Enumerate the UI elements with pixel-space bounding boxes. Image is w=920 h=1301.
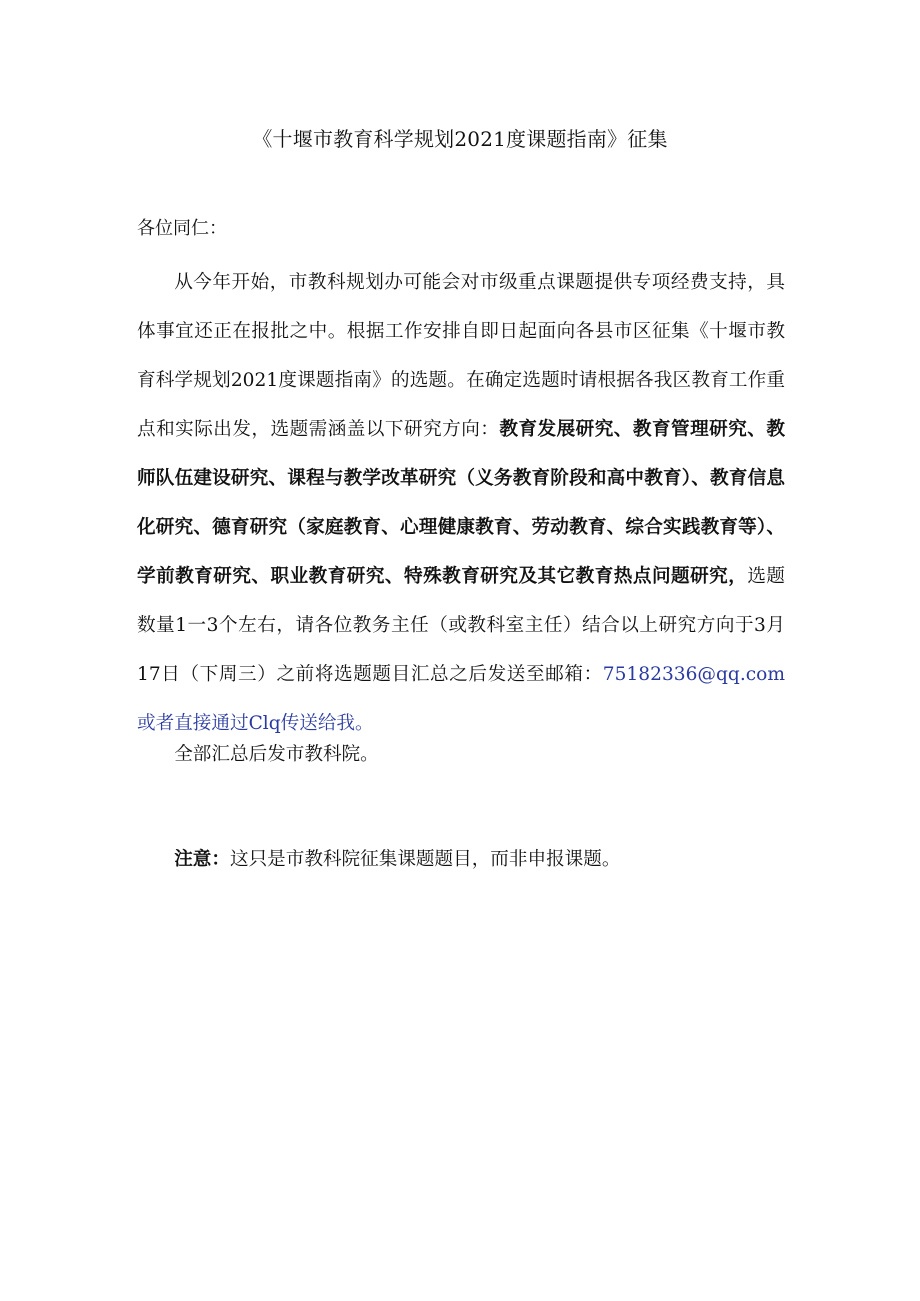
note-label: 注意： (174, 849, 230, 870)
research-directions: 教育发展研究、教育管理研究、教师队伍建设研究、课程与教学改革研究（义务教育阶段和高中教育）、教育信息化研究、德育研究（家庭教育、心理健康教育、劳动教育、综合实践教育等）、学前教育研究、职业教育研究、特殊教育研究及其它教育热点问题研究， (137, 419, 785, 587)
summary-paragraph: 全部汇总后发市教科院。 (174, 744, 379, 765)
email-contact-link[interactable]: 75182336@qq.com或者直接通过Clq传送给我。 (137, 664, 785, 734)
note-text: 这只是市教科院征集课题题目，而非申报课题。 (229, 849, 621, 870)
document-title: 《十堰市教育科学规划2021度课题指南》征集 (252, 127, 668, 151)
body-text-instructions: 选题数量1一3个左右，请各位教务主任（或教科室主任）结合以上研究方向于3月17日（下周三）之前将选题题目汇总之后发送至邮箱： (137, 566, 785, 685)
body-text-intro: 从今年开始，市教科规划办可能会对市级重点课题提供专项经费支持，具体事宜还正在报批之中。根据工作安排自即日起面向各县市区征集《十堰市教育科学规划2021度课题指南》的选题。在确定选题时请根据各我区教育工作重点和实际出发，选题需涵盖以下研究方向： (137, 272, 785, 440)
salutation: 各位同仁： (137, 218, 227, 239)
note-paragraph (137, 845, 785, 875)
body-paragraph (137, 258, 785, 748)
